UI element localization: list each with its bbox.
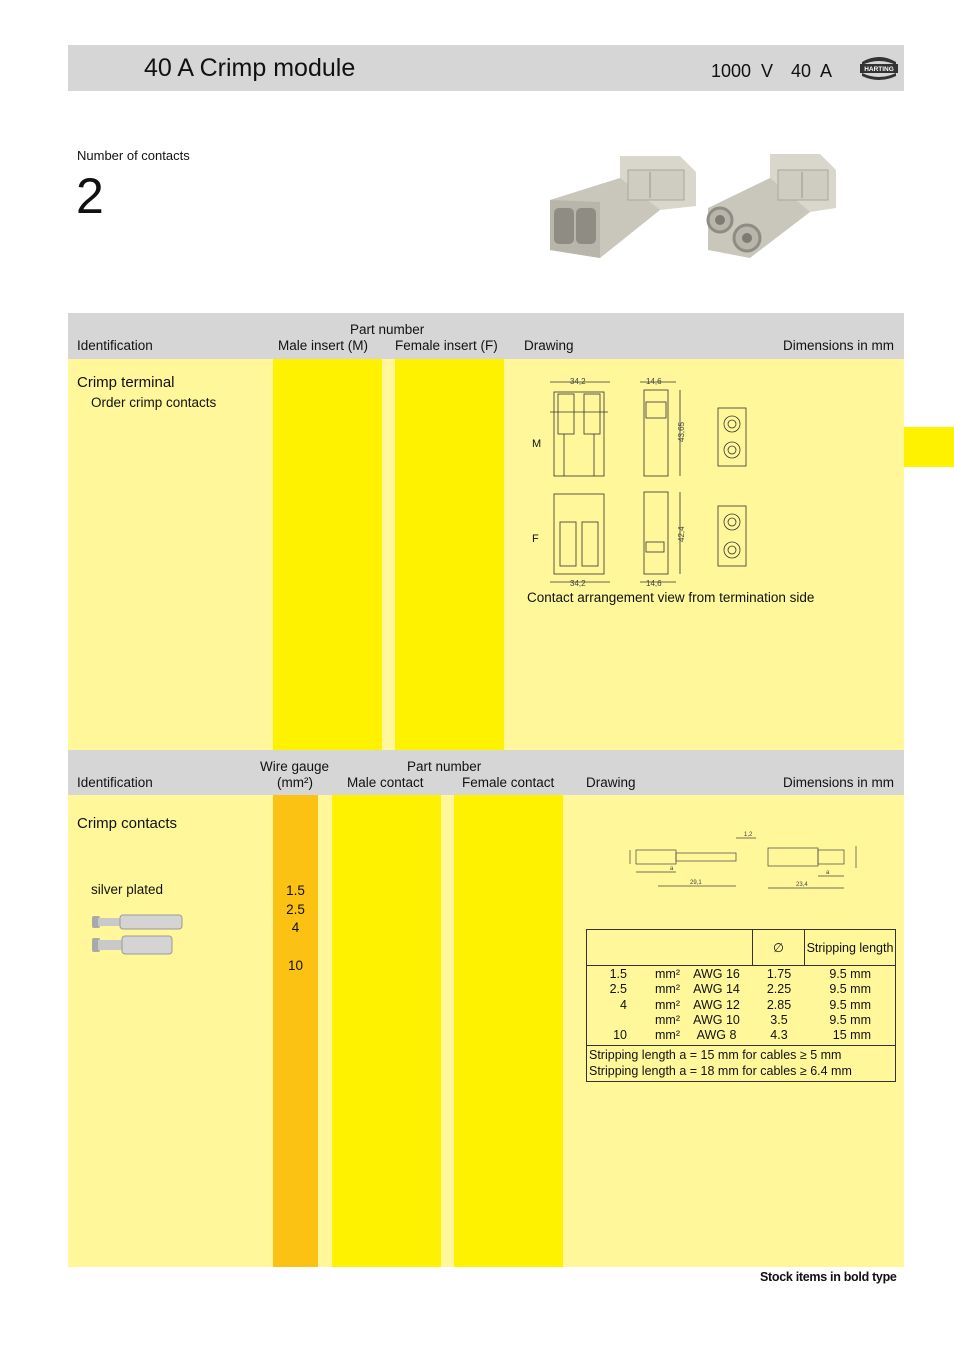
spec-cell-size: 4 (620, 997, 627, 1012)
gauge-value: 10 (287, 957, 304, 973)
table1-gap2-cell (382, 359, 395, 750)
contacts-value: 2 (76, 168, 104, 224)
spec-cell-size: 2.5 (609, 982, 627, 997)
spec-cell-strip: 9.5 mm (829, 967, 871, 981)
gauge-value: 4 (291, 920, 300, 936)
table1-gap3-cell (504, 359, 518, 750)
label-male: M (532, 438, 542, 450)
dim-depth-f: 14,6 (646, 579, 662, 588)
spec-row (587, 998, 895, 1013)
table2-row-sub: silver plated (91, 882, 164, 897)
spec-cell-size: 1.5 (609, 967, 627, 981)
dim-female-len: 23,4 (796, 882, 808, 888)
spec-row (587, 967, 895, 982)
table2-ident-cell (68, 795, 259, 1267)
table2-gap-cell (259, 795, 273, 1267)
dim-male-a: a (670, 866, 674, 872)
harting-logo-text: HARTING (864, 66, 894, 73)
spec-cell-awg: AWG 8 (696, 1028, 737, 1043)
spec-cell-unit: mm² (655, 967, 680, 981)
table1-col-female: Female insert (F) (395, 338, 498, 353)
table2-male-cell (332, 795, 441, 1267)
current-rating: 40 A (791, 61, 833, 81)
spec-row (587, 1013, 895, 1028)
spec-cell-awg: AWG 14 (693, 982, 740, 997)
spec-cell-dia: 2.85 (766, 997, 792, 1012)
spec-cell-strip: 15 mm (832, 1028, 871, 1043)
gauge-list (273, 882, 318, 975)
dim-height-f: 42,4 (677, 526, 686, 542)
spec-cell-strip: 9.5 mm (829, 997, 871, 1012)
table1-ident-cell (68, 359, 259, 750)
spec-cell-dia: 1.75 (766, 967, 792, 981)
dim-female-a: a (826, 870, 830, 876)
table2-female-cell (454, 795, 563, 1267)
table1-row-title: Crimp terminal (77, 374, 175, 391)
spec-row (587, 1028, 895, 1043)
contact-drawing (620, 828, 870, 898)
table1-caption: Contact arrangement view from termination side (527, 590, 815, 605)
table1-col-identification: Identification (77, 338, 153, 353)
spec-cell-size (587, 1013, 627, 1028)
spec-head-dia: ∅ (753, 930, 805, 965)
footer-note: Stock items in bold type (760, 1270, 897, 1284)
table2-gauge-cell (273, 795, 318, 1267)
table1-gap-cell (259, 359, 273, 750)
table1-col-male: Male insert (M) (278, 338, 369, 353)
table2-gap3-cell (441, 795, 454, 1267)
spec-head-strip: Stripping length (806, 941, 894, 955)
gauge-value: 2.5 (286, 901, 305, 917)
spec-cell-unit: mm² (655, 997, 680, 1012)
spec-cell-awg: AWG 12 (693, 997, 740, 1012)
dim-male-len: 29,1 (690, 880, 702, 886)
table2-col-identification: Identification (77, 775, 153, 790)
table2-col-dimensions: Dimensions in mm (783, 775, 895, 790)
table1-col-dimensions: Dimensions in mm (783, 338, 895, 353)
gauge-value (273, 938, 318, 957)
insert-drawing (526, 372, 766, 590)
table1-male-cell (273, 359, 382, 750)
page-title: 40 A Crimp module (144, 54, 356, 82)
table2-col-wire-unit: (mm²) (277, 775, 313, 790)
dim-width-f: 34,2 (570, 579, 586, 588)
spec-cell-unit: mm² (655, 1012, 680, 1027)
product-photo (540, 150, 870, 265)
spec-note: Stripping length a = 18 mm for cables ≥ 6.4 mm (589, 1064, 852, 1079)
table1-col-part-number: Part number (350, 322, 425, 337)
spec-rows (587, 966, 895, 1046)
dim-width-m: 34,2 (570, 377, 586, 386)
spec-cell-unit: mm² (655, 982, 680, 997)
table1-female-cell (395, 359, 504, 750)
spec-cell-dia: 3.5 (770, 1012, 788, 1027)
table1-col-drawing: Drawing (524, 338, 574, 353)
table2-col-part-number: Part number (407, 759, 482, 774)
spec-notes (587, 1046, 895, 1081)
spec-table (586, 929, 896, 1082)
spec-note: Stripping length a = 15 mm for cables ≥ 5 mm (589, 1048, 842, 1063)
spec-cell-strip: 9.5 mm (829, 982, 871, 997)
table2-gap2-cell (318, 795, 332, 1267)
spec-row (587, 982, 895, 997)
spec-cell-size: 10 (613, 1028, 627, 1043)
label-female: F (532, 533, 539, 545)
table2-col-female: Female contact (462, 775, 555, 790)
spec-cell-dia: 2.25 (766, 982, 792, 997)
chapter-tab (904, 427, 954, 467)
dim-depth-m: 14,6 (646, 377, 662, 386)
spec-cell-awg: AWG 16 (693, 967, 740, 981)
table1-row-sub: Order crimp contacts (91, 395, 217, 410)
voltage-rating: 1000 V (711, 61, 774, 81)
dim-male-tip: 1,2 (744, 832, 753, 838)
contact-photo (88, 910, 184, 960)
table2-col-wire-gauge: Wire gauge (260, 759, 330, 774)
table2-col-drawing: Drawing (586, 775, 636, 790)
dim-height-m: 43,65 (677, 421, 686, 442)
spec-cell-unit: mm² (655, 1028, 680, 1043)
gauge-value: 1.5 (286, 883, 305, 898)
spec-cell-awg: AWG 10 (693, 1012, 740, 1027)
contacts-label: Number of contacts (77, 148, 190, 163)
table2-row-title: Crimp contacts (77, 815, 178, 832)
spec-cell-strip: 9.5 mm (829, 1012, 871, 1027)
table2-gap4-cell (563, 795, 577, 1267)
spec-cell-dia: 4.3 (770, 1028, 788, 1043)
harting-logo (858, 50, 900, 84)
table2-col-male: Male contact (347, 775, 424, 790)
